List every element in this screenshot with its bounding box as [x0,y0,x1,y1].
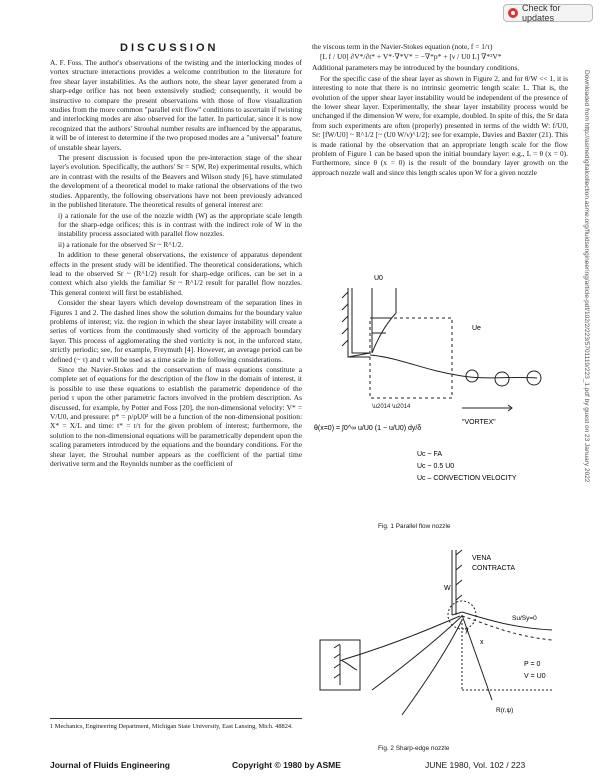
download-stamp [578,70,592,630]
uc-3: Uc – CONVECTION VELOCITY [417,475,517,482]
copyright: Copyright © 1980 by ASME [232,760,341,770]
journal-name: Journal of Fluids Engineering [50,760,170,770]
paragraph: In addition to these general observations, the existence of apparatus dependent effects in the present study will be identified. The theoretical considerations, which lead to the observed Sr ~ (R^1/2) result for sharp-edge orifices, can be set in a context which also yields the familiar Sr ~ R^1/2 result for parallel flow nozzles. This general context will first be established. [50,250,302,297]
list-item: ii) a rationale for the observed Sr ~ R^1/2. [58,239,184,249]
paragraph: Since the Navier-Stokes and the conservation of mass equations constitute a complete set of equations for the description of the flow in the domain of interest, it is possible to use these equations to establish the parametric dependence of the period τ upon the other parametric factors involved in the problem description. As discussed, for example, by Potter and Foss [20], the non-dimensional velocity: V* = V/U0, and pressure: p* = p/ρU0² will be a function of the non-dimensional position: X* = X/L and time: t* = t/τ for the given problem of interest; furthermore, the solution to the non-dimensional equations will be parametrically dependent upon the scaling parameters introduced by the equations and the boundary conditions. For the shear layer, the Strouhal number appears as the coefficient of the partial time derivative term and the Reynolds number as the coefficient of [50,365,302,469]
nozzle-wall [352,288,370,353]
paragraph: Consider the shear layers which develop downstream of the separation lines in Figures 1 and 2. The dashed lines show the solution domains for the boundary value problems of interest; viz. the region in which the shear layer instability will create a series of vortices from the continuously shed vorticity of the approach boundary layer. This process of agglomerating the shed vorticity is not, in the unforced state, strictly periodic; see, for example, Freymuth [4]. However, an average period can be defined (~ τ) and τ will be used as a time scale in the following considerations. [50,298,302,364]
label-su: Su/Sy=0 [512,615,537,622]
section-heading: DISCUSSION [120,42,219,54]
check-for-updates-button[interactable] [503,4,593,22]
paragraph: A. F. Foss. The author's observations of the twisting and the interlocking modes of vortex structure interactions provides a welcome contribution to the literature for free shear layer instabilities. As the authors note, the shear layer generated from a sharp-edge orifice has not been extensively studied; consequently, it would be instructive to compare the present observations with those of flow visualization studies from the more common "parallel exit flow" conditions to ascertain if twisting and interlocking modes are also observed for the latter. In particular, since it is now recognized that the authors' Strouhal number results are influenced by the apparatus, it will be of interest to determine if the two proposed modes are a "universal" feature of unstable shear layers. [50,58,302,152]
label-y: y [465,627,469,634]
label-v0: V = U0 [524,673,546,680]
paragraph: The present discussion is focused upon the pre-interaction stage of the shear layer's evolution. Specifically, the authors' Sr = S(W, Re) experimental results, which are in contrast with the results of the Beavers and Wilson study [6], have stimulated the development of a theoretical model to make rational the observations of the two studies. Apparently, the following observations have not been previously advanced in the published literature. The theoretical results of general interest are: [50,153,302,210]
download-stamp-text: Downloaded from http://asmedigitalcollection.asme.org/fluidsengineering/article-pdf/102/2/223/5701119/223_1.pdf by guest on 23 January 2022 [583,70,590,483]
figure-1-parallel-flow-nozzle [312,258,574,530]
left-column [50,58,302,708]
list-item: i) a rationale for the use of the nozzle width (W) as the appropriate scale length for the sharp-edge orifices; this is in contrast with the indirect role of W in the instability process associated with parallel flow nozzles. [58,210,302,239]
uc-1: Uc ~ FA [417,451,443,458]
footnote: 1 Mechanics, Engineering Department, Michigan State University, East Lansing, Mich. 48824. [50,718,302,731]
paragraph: For the specific case of the shear layer as shown in Figure 2, and for θ/W << 1, it is interesting to note that there is no intrinsic geometric length scale: L. That is, the evolution of the upper shear layer instability would be independent of the presence of the lower shear layer. Experimentally, the shear layer instability process would be unchanged if the dimension W were, for example, doubled. In spite of this, the Sr data from such experiments are often (properly) presented in terms of the width W: f/U0, Sr: [fW/U0] ~ R^1/2 [~ (U0 W/ν)^1/2]; see for example, Davies and Baxter (21). This is made rational by the observation that an appropriate length scale for the flow problem of Figure 1 can be based upon the initial boundary layer: e.g., L = θ (x = 0). Furthermore, since θ (x = 0) is the result of the boundary layer growth on the approach nozzle wall and since this length scales upon W for a given nozzle [312,73,568,177]
label-vortex: "VORTEX" [462,419,496,426]
label-vena: VENA [472,555,492,562]
check-for-updates-label: Check for updates [522,3,561,23]
label-u0: U0 [374,275,383,282]
figure-2-caption: Fig. 2 Sharp-edge nozzle [378,745,450,752]
paragraph: the viscous term in the Navier-Stokes equation (note, f = 1/τ) [312,42,493,51]
issue-info: JUNE 1980, Vol. 102 / 223 [425,760,526,770]
right-column [312,42,568,254]
label-dashed: \u2014 \u2014 [372,404,411,410]
figure-2-sharp-edge-nozzle [312,540,574,740]
figure-1-caption: Fig. 1 Parallel flow nozzle [378,523,451,530]
navier-stokes-equation: [L f / U0] ∂V*/∂t* + V*·∇*V* = −∇*p* + [ν / U0 L] ∇*²V* [320,52,502,62]
label-p0: P = 0 [524,661,541,668]
update-icon [508,8,518,18]
label-w: W [444,585,451,592]
paragraph: Additional parameters may be introduced by the boundary conditions. [312,63,520,73]
uc-2: Uc ~ 0.5 U0 [417,463,455,470]
label-rtheta: R(r,ψ) [496,707,514,714]
label-contracta: CONTRACTA [472,565,516,572]
label-x: x [480,639,484,646]
theta-equation: θ(x=0) = ∫0^∞ u/U0 (1 − u/U0) dy/δ [314,425,422,432]
label-ue: Ue [472,325,481,332]
